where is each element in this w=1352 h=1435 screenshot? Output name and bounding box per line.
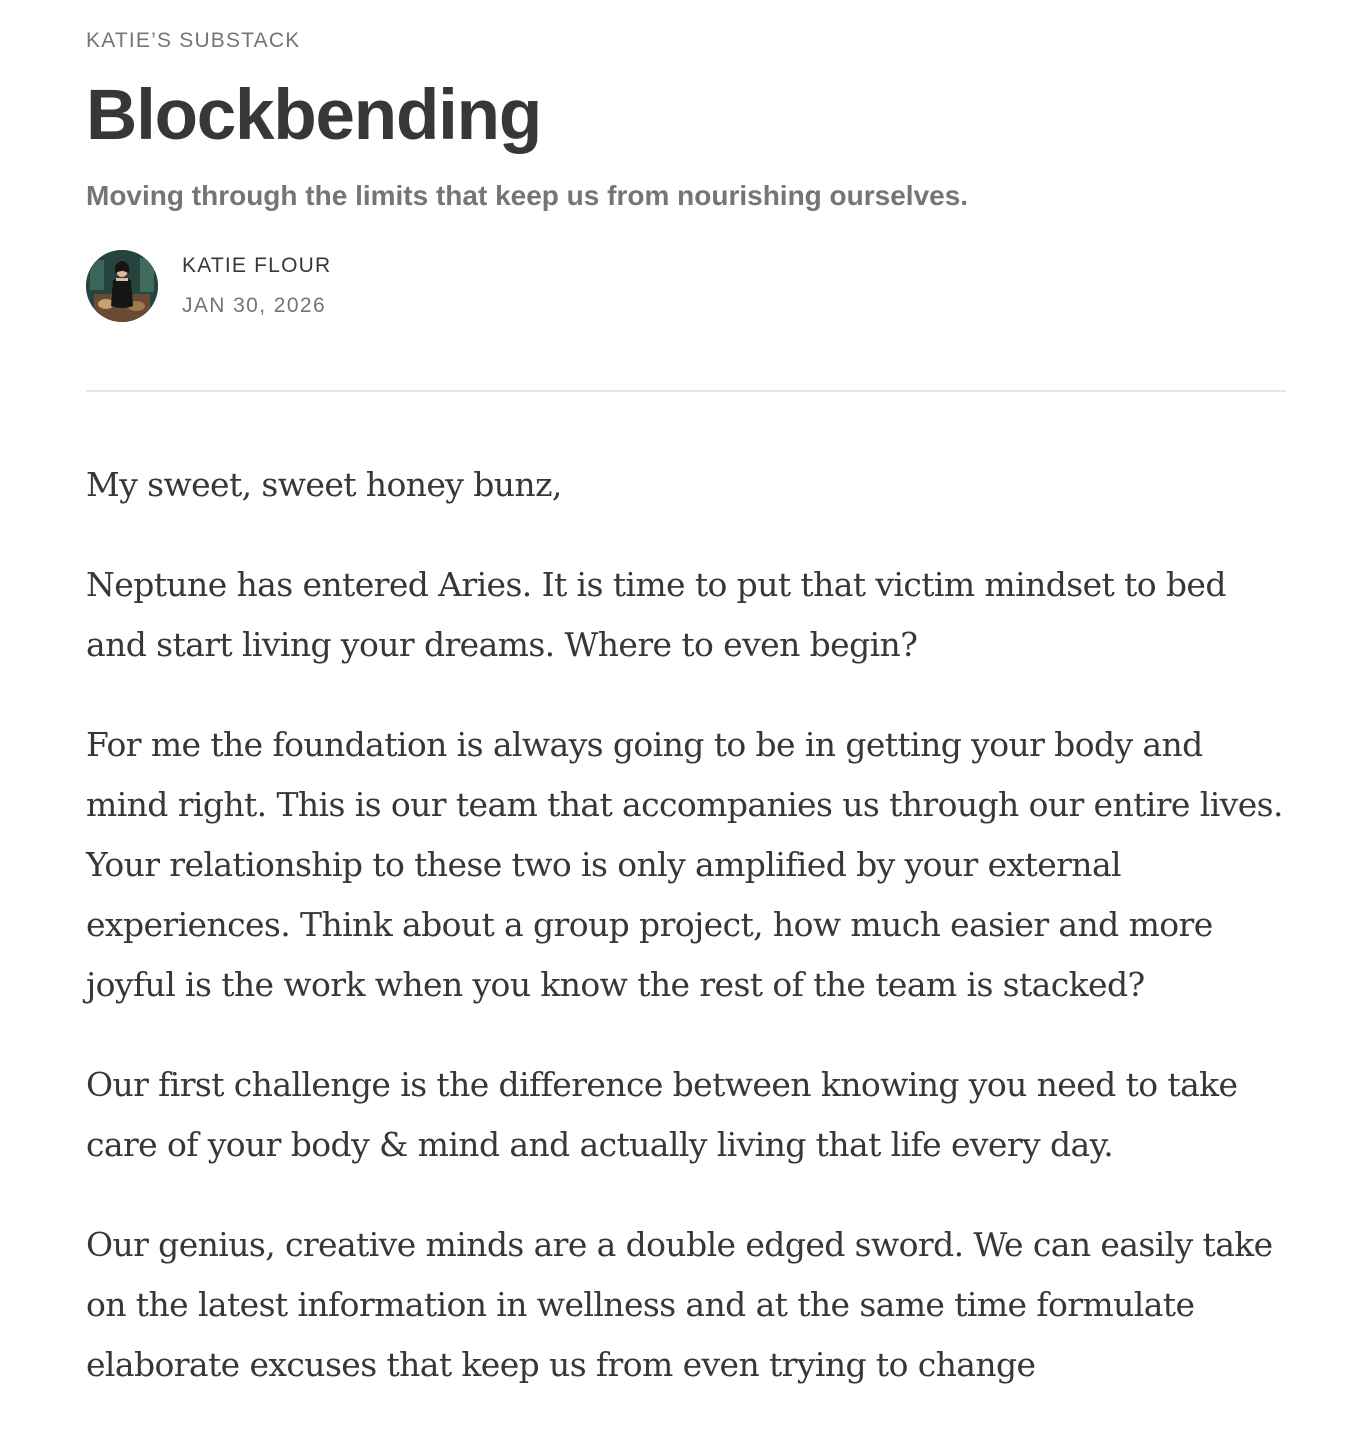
author-name[interactable]: KATIE FLOUR — [182, 254, 332, 277]
body-paragraph: For me the foundation is always going to be in getting your body and mind right. This is our team that accompanies us through our entire lives. Your relationship to these two is only amplified by your external experiences. Think about a group project, how much easier and more joyful is the work when you know the rest of the team is stacked? — [86, 725, 1283, 1004]
byline — [86, 250, 686, 322]
post-subtitle: Moving through the limits that keep us from nourishing ourselves. — [86, 180, 969, 211]
publication-name[interactable]: KATIE’S SUBSTACK — [86, 29, 301, 52]
post-title: Blockbending — [86, 76, 542, 155]
author-avatar[interactable] — [86, 250, 158, 322]
body-paragraph: Neptune has entered Aries. It is time to put that victim mindset to bed and start living your dreams. Where to even begin? — [86, 565, 1226, 664]
header-divider — [86, 390, 1286, 392]
body-paragraph: Our first challenge is the difference between knowing you need to take care of your body & mind and actually living that life every day. — [86, 1065, 1238, 1164]
author-photo-icon — [86, 250, 158, 322]
body-paragraph: Our genius, creative minds are a double edged sword. We can easily take on the latest information in wellness and at the same time formulate elaborate excuses that keep us from even trying to change — [86, 1225, 1273, 1384]
post-date: JAN 30, 2026 — [182, 294, 327, 317]
post-body — [86, 455, 1286, 1435]
body-paragraph: My sweet, sweet honey bunz, — [86, 465, 562, 504]
